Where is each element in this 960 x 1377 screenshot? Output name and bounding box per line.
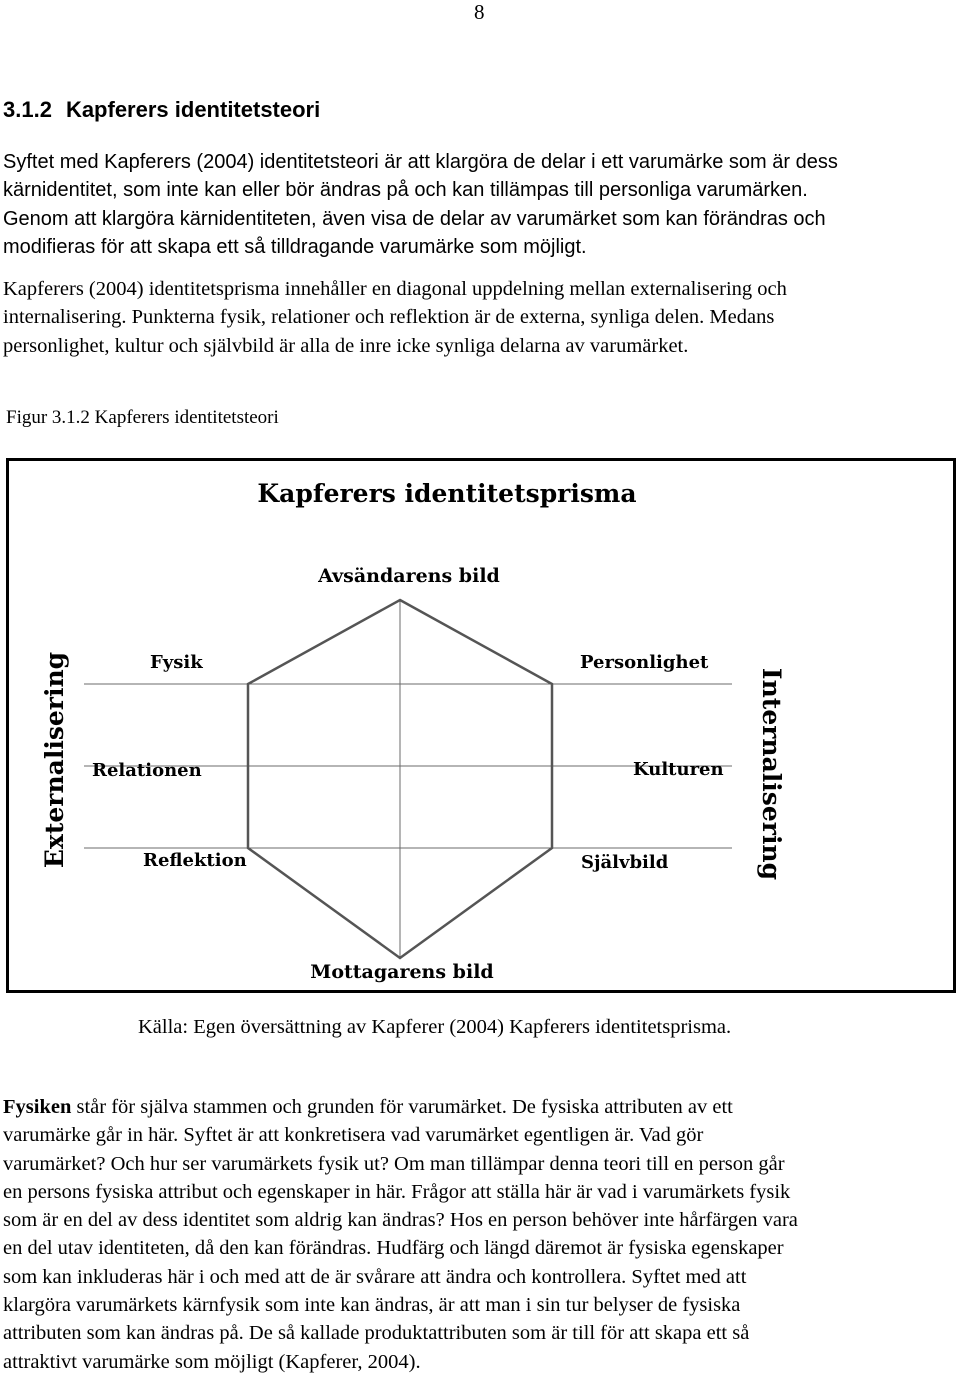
label-externalisering: Externalisering [40, 651, 69, 869]
label-sjalvbild: Självbild [581, 852, 669, 873]
fysiken-first-line-rest: står för själva stammen och grunden för varumärket. De fysiska attributen av ett [71, 1096, 733, 1118]
fysiken-line: attraktivt varumärke som möjligt (Kapferer, 2004). [3, 1350, 421, 1373]
fysiken-line: som är en del av dess identitet som aldrig kan ändras? Hos en person behöver inte hårfärgen vara [3, 1209, 798, 1232]
prism-line: personlighet, kultur och självbild är alla de inre icke synliga delarna av varumärket. [3, 334, 689, 357]
fysiken-line: varumärket? Och hur ser varumärkets fysik ut? Om man tillämpar denna teori till en person går [3, 1152, 785, 1175]
identity-prism-diagram [6, 458, 956, 994]
fysiken-first-line [3, 1093, 798, 1121]
section-heading [3, 96, 320, 124]
intro-line: kärnidentitet, som inte kan eller bör ändras på och kan tillämpas till personliga varumärken. [3, 179, 808, 202]
bottom-label: Mottagarens bild [310, 961, 494, 983]
diagram-title: Kapferers identitetsprisma [257, 479, 637, 508]
top-label: Avsändarens bild [318, 565, 500, 587]
figure-border [8, 460, 955, 992]
fysiken-line: klargöra varumärkets kärnfysik som inte kan ändras, är att man i sin tur belyser de fysiska [3, 1294, 741, 1317]
intro-line: modifieras för att skapa ett så tilldragande varumärke som möjligt. [3, 235, 587, 258]
fysiken-paragraph [3, 1093, 798, 1376]
label-fysik: Fysik [150, 652, 203, 673]
fysiken-line: som kan inkluderas här i och med att de är svårare att ändra och kontrollera. Syftet med att [3, 1265, 747, 1288]
intro-paragraph [3, 148, 838, 261]
intro-line: Syftet med Kapferers (2004) identitetsteori är att klargöra de delar i ett varumärke som är dess [3, 151, 838, 173]
fysiken-line: attributen som kan ändras på. De så kallade produktattributen som är till för att skapa ett så [3, 1322, 750, 1345]
prism-line: Kapferers (2004) identitetsprisma innehåller en diagonal uppdelning mellan externalisering och [3, 278, 787, 300]
fysiken-line: varumärke går in här. Syftet är att konkretisera vad varumärket egentligen är. Vad gör [3, 1124, 704, 1147]
label-relationen: Relationen [92, 760, 202, 781]
label-internalisering: Internalisering [757, 667, 786, 881]
figure-source: Källa: Egen översättning av Kapferer (2004) Kapferers identitetsprisma. [138, 1016, 732, 1038]
fysiken-lead: Fysiken [3, 1096, 72, 1118]
fysiken-line: en persons fysiska attribut och egenskaper in här. Frågor att ställa här är vad i varumärkets fysik [3, 1180, 791, 1203]
page-number: 8 [474, 0, 485, 24]
section-number: 3.1.2 [3, 97, 52, 122]
fysiken-line: en del utav identiteten, då den kan förändras. Hudfärg och längd däremot är fysiska egenskaper [3, 1237, 784, 1260]
intro-line: Genom att klargöra kärnidentiteten, även visa de delar av varumärket som kan förändras och [3, 207, 826, 230]
figure-caption: Figur 3.1.2 Kapferers identitetsteori [6, 407, 279, 428]
label-reflektion: Reflektion [143, 850, 247, 871]
label-personlighet: Personlighet [580, 652, 709, 673]
prism-line: internalisering. Punkterna fysik, relationer och reflektion är de externa, synliga delen. Medans [3, 306, 775, 329]
prism-paragraph [3, 275, 787, 360]
label-kulturen: Kulturen [633, 759, 724, 780]
identity-prism-figure [6, 458, 956, 994]
section-title: Kapferers identitetsteori [65, 97, 321, 122]
